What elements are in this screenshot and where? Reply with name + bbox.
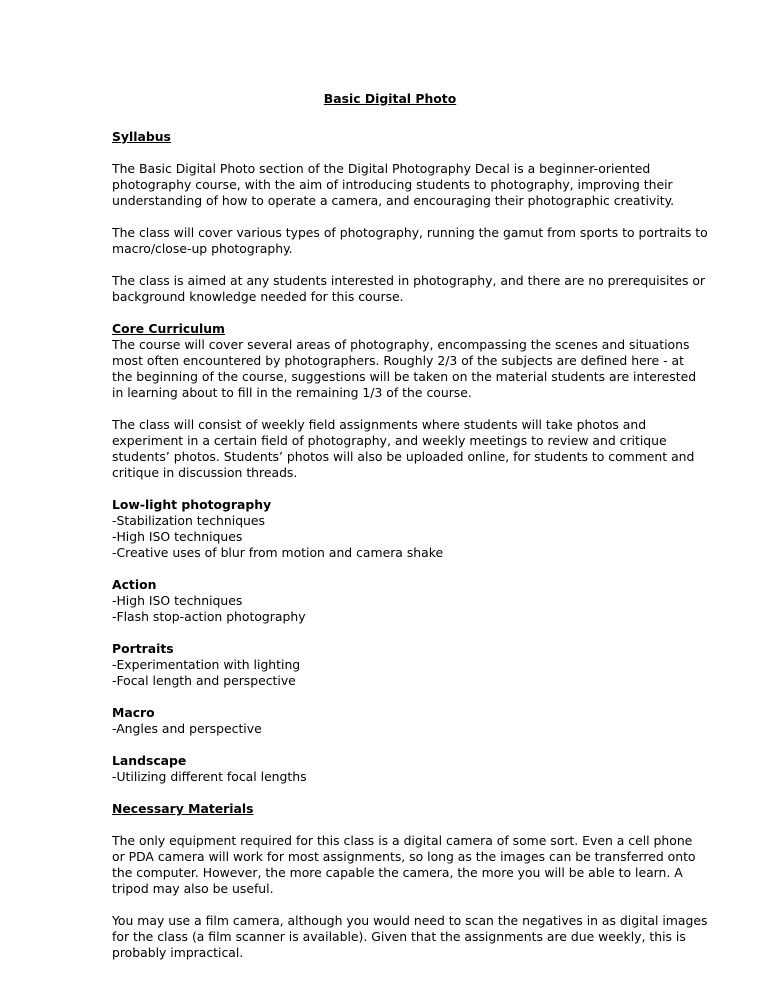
topic-item: -Utilizing different focal lengths <box>112 769 307 784</box>
text-line: macro/close-up photography. <box>112 241 293 256</box>
materials-paragraph-1 <box>112 833 696 897</box>
topic-item: -High ISO techniques <box>112 593 243 608</box>
text-line: You may use a film camera, although you would need to scan the negatives in as digital images <box>112 913 708 928</box>
topic-item: -Focal length and perspective <box>112 673 296 688</box>
text-line: most often encountered by photographers. Roughly 2/3 of the subjects are defined here - at <box>112 353 684 368</box>
text-line: The Basic Digital Photo section of the Digital Photography Decal is a beginner-oriented <box>112 161 651 176</box>
topic-item: -Experimentation with lighting <box>112 657 301 672</box>
text-line: for the class (a film scanner is available). Given that the assignments are due weekly, this is <box>112 929 686 944</box>
text-line: in learning about to fill in the remaining 1/3 of the course. <box>112 385 472 400</box>
topic-item: -High ISO techniques <box>112 529 243 544</box>
syllabus-heading: Syllabus <box>112 129 171 144</box>
core-curriculum-section <box>112 321 697 401</box>
text-line: background knowledge needed for this course. <box>112 289 404 304</box>
topic-item: -Creative uses of blur from motion and camera shake <box>112 545 444 560</box>
document-title: Basic Digital Photo <box>323 91 457 106</box>
text-line: the beginning of the course, suggestions will be taken on the material students are interested <box>112 369 697 384</box>
syllabus-paragraph-3 <box>112 273 706 305</box>
topic-portraits <box>112 641 668 689</box>
topic-heading: Portraits <box>112 641 174 656</box>
topic-heading: Macro <box>112 705 155 720</box>
topic-low-light <box>112 497 668 561</box>
text-line: experiment in a certain field of photography, and weekly meetings to review and critique <box>112 433 667 448</box>
text-line: tripod may also be useful. <box>112 881 274 896</box>
topic-item: -Angles and perspective <box>112 721 262 736</box>
topic-item: -Flash stop-action photography <box>112 609 306 624</box>
text-line: photography course, with the aim of introducing students to photography, improving their <box>112 177 673 192</box>
text-line: the computer. However, the more capable the camera, the more you will be able to learn. A <box>112 865 683 880</box>
materials-heading: Necessary Materials <box>112 801 254 816</box>
topic-item: -Stabilization techniques <box>112 513 265 528</box>
topic-heading: Low-light photography <box>112 497 272 512</box>
topic-heading: Landscape <box>112 753 187 768</box>
text-line: The class is aimed at any students interested in photography, and there are no prerequisites or <box>112 273 706 288</box>
text-line: understanding of how to operate a camera, and encouraging their photographic creativity. <box>112 193 675 208</box>
assignments-paragraph <box>112 417 695 481</box>
text-line: The only equipment required for this class is a digital camera of some sort. Even a cell phone <box>112 833 693 848</box>
core-curriculum-heading: Core Curriculum <box>112 321 225 336</box>
syllabus-paragraph-2 <box>112 225 708 257</box>
text-line: or PDA camera will work for most assignments, so long as the images can be transferred onto <box>112 849 696 864</box>
topic-landscape <box>112 753 668 785</box>
text-line: probably impractical. <box>112 945 244 960</box>
text-line: The class will consist of weekly field assignments where students will take photos and <box>112 417 647 432</box>
syllabus-paragraph-1 <box>112 161 675 209</box>
text-line: The class will cover various types of photography, running the gamut from sports to portraits to <box>112 225 708 240</box>
text-line: students’ photos. Students’ photos will also be uploaded online, for students to comment and <box>112 449 695 464</box>
text-line: The course will cover several areas of photography, encompassing the scenes and situations <box>112 337 690 352</box>
materials-paragraph-2 <box>112 913 708 961</box>
text-line: critique in discussion threads. <box>112 465 298 480</box>
topic-heading: Action <box>112 577 157 592</box>
document-page <box>112 91 708 961</box>
topic-macro <box>112 705 668 737</box>
topic-action <box>112 577 668 625</box>
